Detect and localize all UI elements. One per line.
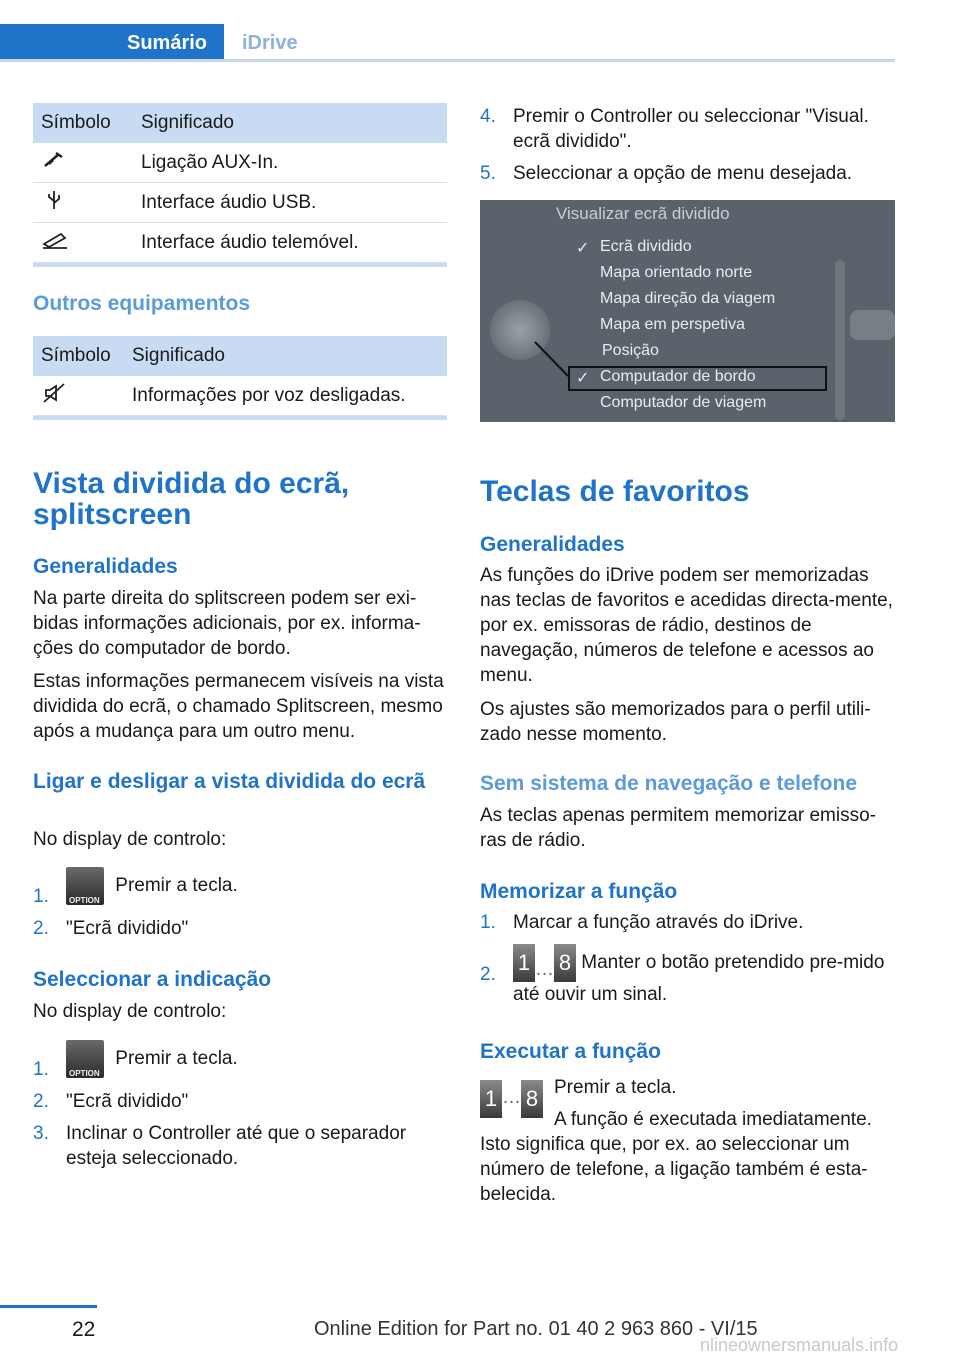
key-1-icon: 1	[480, 1080, 502, 1118]
option-button-icon: OPTION	[66, 1040, 104, 1078]
row-text: Informações por voz desligadas.	[124, 376, 447, 416]
edition-text: Online Edition for Part no. 01 40 2 963 860 - VI/15	[314, 1318, 758, 1340]
exec-p: Isto significa que, por ex. ao seleccionar um número de telefone, a ligação também é esta-belecida.	[480, 1134, 868, 1205]
table-end-bar	[33, 416, 447, 420]
row-text: Interface áudio telemóvel.	[133, 223, 447, 263]
top-navigation	[0, 24, 895, 62]
table-row	[33, 223, 447, 263]
screen-item: Computador de bordo	[600, 368, 756, 385]
row-text: Interface áudio USB.	[133, 183, 447, 223]
ellipsis: …	[535, 959, 554, 980]
option-button-icon: OPTION	[66, 867, 104, 905]
key-8-icon: 8	[521, 1080, 543, 1118]
sel-step-1	[66, 1040, 238, 1078]
header-divider	[0, 59, 895, 62]
step-text: Premir a tecla.	[115, 875, 238, 896]
fav-title: Teclas de favoritos	[480, 475, 750, 508]
usb-icon	[33, 183, 133, 223]
onoff-intro: No display de controlo:	[33, 829, 227, 850]
fav-p1: As funções do iDrive podem ser memorizadas nas teclas de favoritos e acedidas directa-mente, por ex. emissoras de rádio, destinos de navegação, números de telefone e acessos ao menu.	[480, 565, 893, 686]
step-number: 1.	[33, 886, 49, 907]
screen-item: Mapa em perspetiva	[600, 316, 745, 333]
exec-heading: Executar a função	[480, 1040, 661, 1063]
sel-intro: No display de controlo:	[33, 1001, 227, 1022]
step-number: 2.	[33, 1091, 49, 1112]
onoff-heading: Ligar e desligar a vista dividida do ecrã	[33, 770, 426, 793]
row-text: Ligação AUX-In.	[133, 143, 447, 183]
split-gen-heading: Generalidades	[33, 555, 178, 578]
outros-heading: Outros equipamentos	[33, 292, 251, 315]
exec-keys	[480, 1080, 543, 1118]
table-row	[33, 376, 447, 416]
phone-audio-icon	[33, 223, 133, 263]
onoff-step-1	[66, 867, 238, 905]
step-number: 2.	[480, 964, 496, 985]
exec-line-2: A função é executada imediatamente.	[554, 1109, 872, 1130]
col-symbol: Símbolo	[33, 103, 133, 143]
screen-item: Mapa direção da viagem	[600, 290, 776, 307]
sel-step-4: Premir o Controller ou seleccionar "Visual. ecrã dividido".	[513, 106, 869, 152]
screen-title: Visualizar ecrã dividido	[556, 204, 730, 223]
watermark: nlineownersmanuals.info	[700, 1335, 899, 1355]
nonav-p: As teclas apenas permitem memorizar emisso-ras de rádio.	[480, 805, 876, 851]
screen-item: Mapa orientado norte	[600, 264, 753, 281]
step-number: 4.	[480, 106, 496, 127]
step-number: 5.	[480, 163, 496, 184]
sel-step-2: "Ecrã dividido"	[66, 1091, 189, 1112]
step-number: 1.	[33, 1059, 49, 1080]
sel-step-5: Seleccionar a opção de menu desejada.	[513, 163, 853, 184]
step-number: 2.	[33, 918, 49, 939]
split-p1: Na parte direita do splitscreen podem ser exi-bidas informações adicionais, por ex. informa-ções do computador de bordo.	[33, 588, 421, 659]
symbol-table-outros	[33, 336, 447, 416]
step-number: 3.	[33, 1123, 49, 1144]
mem-step-2	[513, 944, 895, 1007]
table-row	[33, 143, 447, 183]
screen-item: Posição	[602, 342, 659, 359]
check-icon: ✓	[576, 370, 590, 387]
aux-plug-icon	[33, 143, 133, 183]
key-1-icon: 1	[513, 944, 535, 982]
check-icon: ✓	[576, 240, 590, 257]
col-meaning: Significado	[133, 103, 447, 143]
fav-gen-heading: Generalidades	[480, 533, 625, 556]
step-text: Premir a tecla.	[115, 1048, 238, 1069]
nonav-heading: Sem sistema de navegação e telefone	[480, 772, 858, 795]
col-meaning: Significado	[124, 336, 447, 376]
col-symbol: Símbolo	[33, 336, 124, 376]
table-row	[33, 183, 447, 223]
screen-item: Computador de viagem	[600, 394, 767, 411]
key-8-icon: 8	[554, 944, 576, 982]
symbol-table-audio	[33, 103, 447, 263]
voice-off-icon	[33, 376, 124, 416]
tab-sumario[interactable]: Sumário	[0, 24, 224, 62]
onoff-step-2: "Ecrã dividido"	[66, 918, 189, 939]
split-title: Vista dividida do ecrã, splitscreen	[33, 467, 350, 531]
mem-step-1: Marcar a função através do iDrive.	[513, 912, 804, 933]
step-number: 1.	[480, 912, 496, 933]
ellipsis: …	[502, 1087, 521, 1109]
page-number: 22	[72, 1318, 96, 1341]
screen-item: Ecrã dividido	[600, 238, 692, 255]
idrive-screen-image	[480, 200, 895, 422]
split-p2: Estas informações permanecem visíveis na vista dividida do ecrã, o chamado Splitscreen, mesmo após a mudança para um outro menu.	[33, 671, 444, 742]
exec-line-1: Premir a tecla.	[554, 1077, 677, 1098]
step-text: Manter o botão pretendido pre-mido até ouvir um sinal.	[513, 952, 885, 1005]
pointer-line	[480, 200, 895, 422]
tab-idrive[interactable]: iDrive	[242, 31, 298, 54]
mem-heading: Memorizar a função	[480, 880, 678, 903]
table-end-bar	[33, 263, 447, 267]
sel-heading: Seleccionar a indicação	[33, 968, 272, 991]
fav-p2: Os ajustes são memorizados para o perfil utili-zado nesse momento.	[480, 699, 871, 745]
footer-divider	[0, 1305, 97, 1308]
sel-step-3: Inclinar o Controller até que o separador esteja seleccionado.	[66, 1123, 407, 1169]
